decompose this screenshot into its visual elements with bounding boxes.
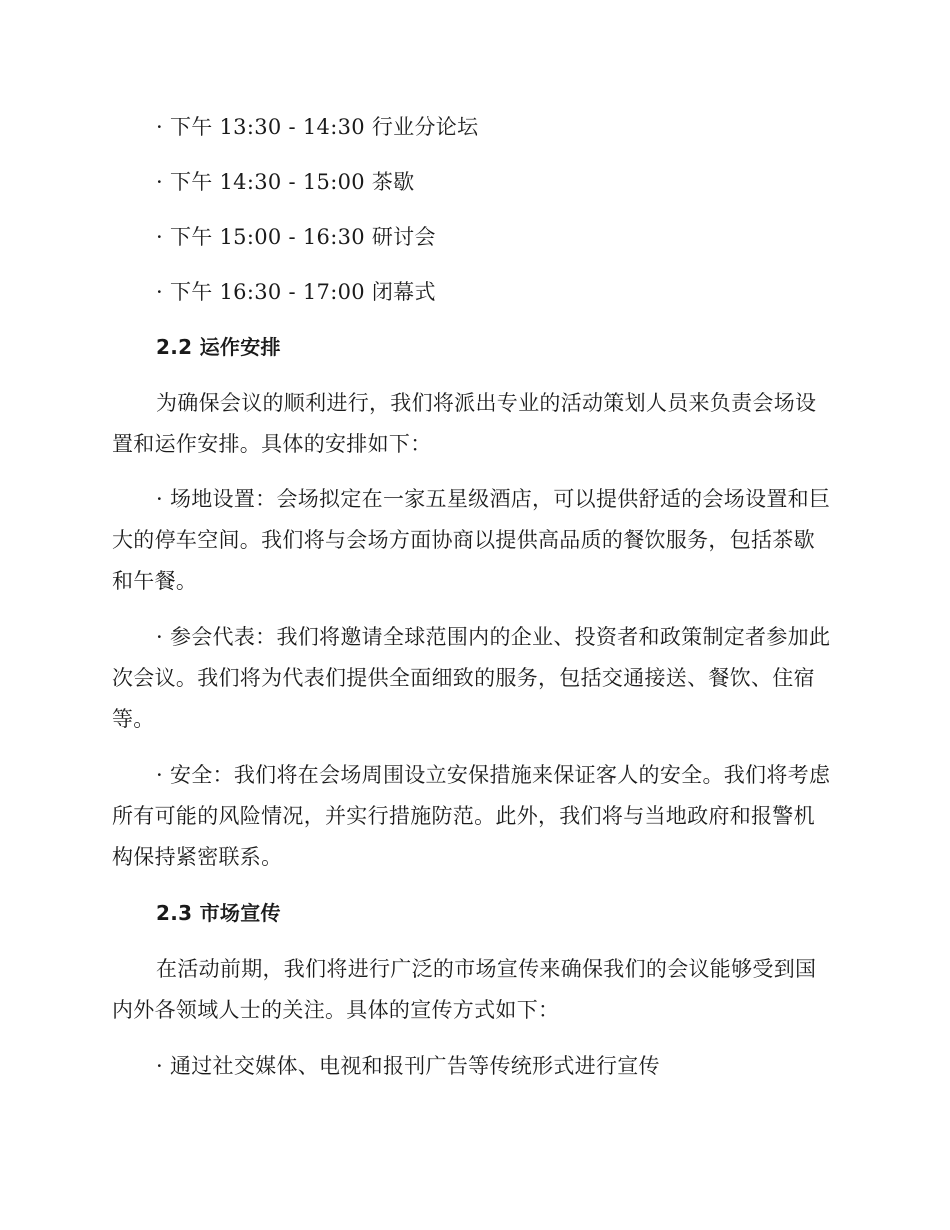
schedule-item: · 下午 16:30 - 17:00 闭幕式 bbox=[156, 280, 436, 304]
venue-bullet-line: · 场地设置：会场拟定在一家五星级酒店，可以提供舒适的会场设置和巨 bbox=[156, 487, 831, 511]
paragraph-line: 内外各领域人士的关注。具体的宣传方式如下： bbox=[112, 998, 560, 1022]
security-bullet-line: 构保持紧密联系。 bbox=[112, 845, 283, 869]
security-bullet-line: · 安全：我们将在会场周围设立安保措施来保证客人的安全。我们将考虑 bbox=[156, 763, 831, 787]
section-heading-2-2: 2.2 运作安排 bbox=[156, 335, 281, 359]
paragraph-line: 在活动前期，我们将进行广泛的市场宣传来确保我们的会议能够受到国 bbox=[156, 957, 817, 981]
publicity-bullet-line: · 通过社交媒体、电视和报刊广告等传统形式进行宣传 bbox=[156, 1054, 660, 1078]
schedule-item: · 下午 13:30 - 14:30 行业分论坛 bbox=[156, 115, 479, 139]
section-heading-2-3: 2.3 市场宣传 bbox=[156, 901, 281, 925]
venue-bullet-line: 和午餐。 bbox=[112, 569, 198, 593]
security-bullet-line: 所有可能的风险情况，并实行措施防范。此外，我们将与当地政府和报警机 bbox=[112, 804, 815, 828]
delegates-bullet-line: 等。 bbox=[112, 707, 155, 731]
schedule-item: · 下午 15:00 - 16:30 研讨会 bbox=[156, 225, 436, 249]
paragraph-line: 为确保会议的顺利进行，我们将派出专业的活动策划人员来负责会场设 bbox=[156, 391, 817, 415]
paragraph-line: 置和运作安排。具体的安排如下： bbox=[112, 432, 432, 456]
delegates-bullet-line: · 参会代表：我们将邀请全球范围内的企业、投资者和政策制定者参加此 bbox=[156, 625, 831, 649]
delegates-bullet-line: 次会议。我们将为代表们提供全面细致的服务，包括交通接送、餐饮、住宿 bbox=[112, 666, 815, 690]
schedule-item: · 下午 14:30 - 15:00 茶歇 bbox=[156, 170, 415, 194]
venue-bullet-line: 大的停车空间。我们将与会场方面协商以提供高品质的餐饮服务，包括茶歇 bbox=[112, 528, 815, 552]
